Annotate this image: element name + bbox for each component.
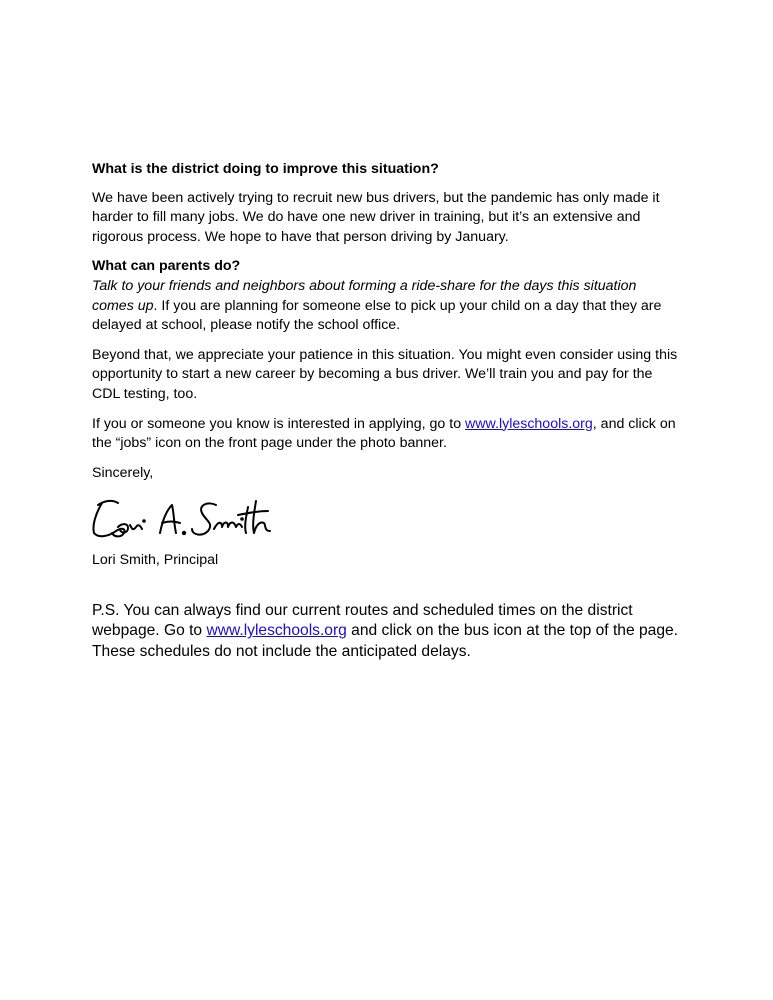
paragraph-parents [92, 277, 682, 336]
ps-lyleschools-link[interactable]: www.lyleschools.org [206, 622, 347, 640]
letter-body [92, 160, 682, 662]
heading-district: What is the district doing to improve this situation? [92, 161, 439, 177]
signature [88, 493, 278, 541]
ps-text-after: and click on the bus icon at the top of the page. These schedules do not include the anticipated delays. [92, 622, 679, 660]
parents-italic-text: Talk to your friends and neighbors about forming a ride-share for the days this situation comes up [92, 277, 637, 314]
signer-name: Lori Smith, Principal [92, 552, 219, 569]
heading-parents: What can parents do? [92, 258, 241, 275]
parents-rest-text: . If you are planning for someone else to pick up your child on a day that they are delayed at school, please notify the school office. [92, 297, 662, 334]
postscript [92, 601, 682, 662]
paragraph-recruit: We have been actively trying to recruit new bus drivers, but the pandemic has only made it harder to fill many jobs. We do have one new driver in training, but it’s an extensive and rigorous process. We hope to have that person driving by January. [92, 189, 660, 245]
lyleschools-link[interactable]: www.lyleschools.org [465, 415, 593, 432]
ps-text-before: P.S. You can always find our current routes and scheduled times on the district webpage. Go to [92, 601, 633, 640]
paragraph-apply [92, 415, 682, 454]
paragraph-patience: Beyond that, we appreciate your patience in this situation. You might even consider using this opportunity to start a new career by becoming a bus driver. We’ll train you and pay for the CDL testing, too. [92, 346, 678, 402]
apply-text-before: If you or someone you know is interested in applying, go to [92, 415, 466, 432]
apply-text-after: , and click on the “jobs” icon on the front page under the photo banner. [92, 415, 676, 452]
closing: Sincerely, [92, 464, 154, 481]
